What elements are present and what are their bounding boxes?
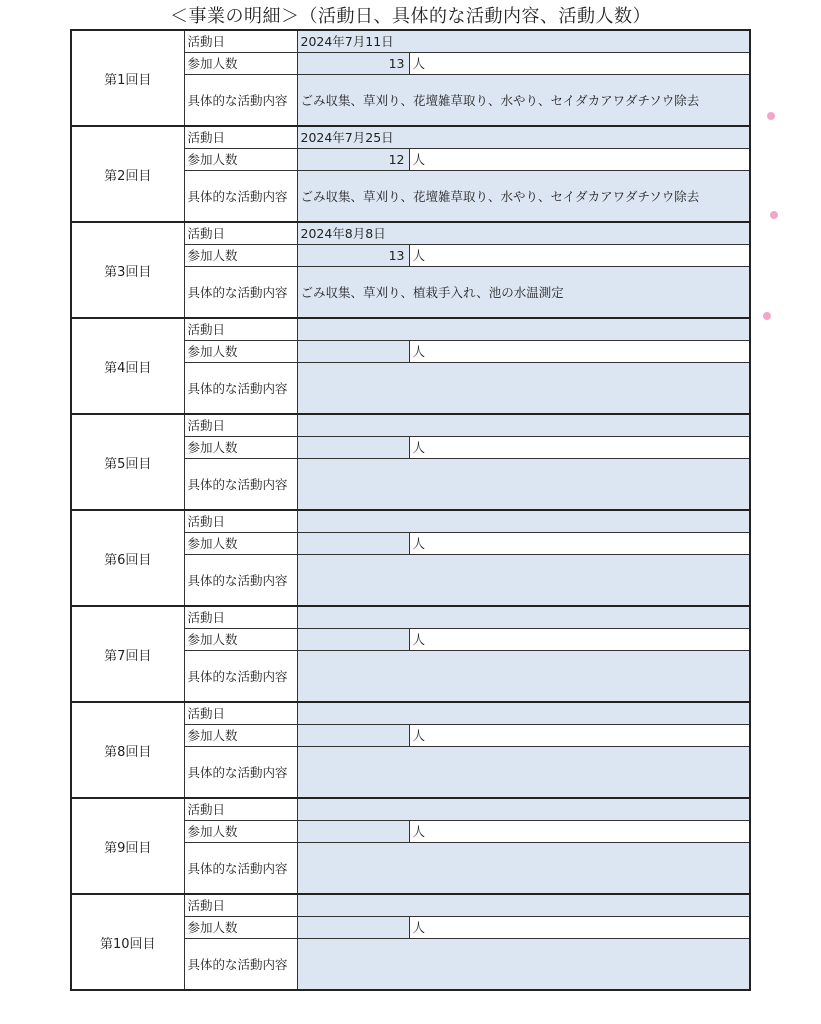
date-field[interactable] — [297, 606, 750, 628]
round-label: 第1回目 — [71, 30, 184, 126]
round-label: 第2回目 — [71, 126, 184, 222]
participants-unit: 人 — [409, 820, 750, 842]
date-label: 活動日 — [184, 222, 297, 244]
content-field[interactable] — [297, 938, 750, 990]
round-row-date — [71, 414, 750, 436]
date-label: 活動日 — [184, 126, 297, 148]
round-label: 第4回目 — [71, 318, 184, 414]
participants-unit: 人 — [409, 148, 750, 170]
participants-count-field[interactable] — [297, 436, 409, 458]
page-title: ＜事業の明細＞（活動日、具体的な活動内容、活動人数） — [170, 6, 651, 27]
participants-unit: 人 — [409, 244, 750, 266]
date-label: 活動日 — [184, 798, 297, 820]
date-field[interactable] — [297, 414, 750, 436]
decorative-dot — [770, 211, 778, 219]
participants-unit: 人 — [409, 628, 750, 650]
participants-label: 参加人数 — [184, 244, 297, 266]
content-field[interactable] — [297, 842, 750, 894]
round-label: 第8回目 — [71, 702, 184, 798]
content-label: 具体的な活動内容 — [184, 74, 297, 126]
content-label: 具体的な活動内容 — [184, 458, 297, 510]
round-label: 第9回目 — [71, 798, 184, 894]
participants-label: 参加人数 — [184, 532, 297, 554]
participants-count-field[interactable]: 12 — [297, 148, 409, 170]
round-row-date — [71, 606, 750, 628]
round-row-date — [71, 702, 750, 724]
participants-label: 参加人数 — [184, 52, 297, 74]
round-row-date — [71, 222, 750, 244]
activity-detail-table — [70, 29, 751, 991]
participants-unit: 人 — [409, 724, 750, 746]
content-label: 具体的な活動内容 — [184, 746, 297, 798]
date-field[interactable] — [297, 318, 750, 340]
participants-label: 参加人数 — [184, 724, 297, 746]
round-label: 第6回目 — [71, 510, 184, 606]
content-field[interactable]: ごみ収集、草刈り、花壇雑草取り、水やり、セイダカアワダチソウ除去 — [297, 74, 750, 126]
round-row-date — [71, 510, 750, 532]
date-label: 活動日 — [184, 702, 297, 724]
date-field[interactable] — [297, 798, 750, 820]
round-row-date — [71, 30, 750, 52]
content-field[interactable]: ごみ収集、草刈り、植栽手入れ、池の水温測定 — [297, 266, 750, 318]
date-field[interactable] — [297, 894, 750, 916]
participants-count-field[interactable] — [297, 820, 409, 842]
round-row-date — [71, 894, 750, 916]
content-label: 具体的な活動内容 — [184, 362, 297, 414]
participants-count-field[interactable] — [297, 916, 409, 938]
participants-label: 参加人数 — [184, 820, 297, 842]
date-label: 活動日 — [184, 510, 297, 532]
round-label: 第5回目 — [71, 414, 184, 510]
round-label: 第10回目 — [71, 894, 184, 990]
round-row-date — [71, 318, 750, 340]
participants-label: 参加人数 — [184, 916, 297, 938]
round-label: 第3回目 — [71, 222, 184, 318]
content-label: 具体的な活動内容 — [184, 650, 297, 702]
content-label: 具体的な活動内容 — [184, 266, 297, 318]
date-field[interactable]: 2024年7月25日 — [297, 126, 750, 148]
content-label: 具体的な活動内容 — [184, 170, 297, 222]
participants-count-field[interactable] — [297, 532, 409, 554]
date-label: 活動日 — [184, 30, 297, 52]
content-field[interactable] — [297, 650, 750, 702]
participants-unit: 人 — [409, 916, 750, 938]
decorative-dot — [763, 312, 771, 320]
date-label: 活動日 — [184, 894, 297, 916]
decorative-dot — [767, 112, 775, 120]
participants-unit: 人 — [409, 340, 750, 362]
date-field[interactable]: 2024年8月8日 — [297, 222, 750, 244]
participants-unit: 人 — [409, 436, 750, 458]
content-field[interactable]: ごみ収集、草刈り、花壇雑草取り、水やり、セイダカアワダチソウ除去 — [297, 170, 750, 222]
date-label: 活動日 — [184, 318, 297, 340]
round-row-date — [71, 798, 750, 820]
content-field[interactable] — [297, 458, 750, 510]
date-field[interactable] — [297, 510, 750, 532]
participants-label: 参加人数 — [184, 148, 297, 170]
content-field[interactable] — [297, 746, 750, 798]
content-field[interactable] — [297, 362, 750, 414]
content-label: 具体的な活動内容 — [184, 842, 297, 894]
content-label: 具体的な活動内容 — [184, 938, 297, 990]
participants-label: 参加人数 — [184, 340, 297, 362]
date-field[interactable]: 2024年7月11日 — [297, 30, 750, 52]
date-label: 活動日 — [184, 414, 297, 436]
participants-count-field[interactable] — [297, 724, 409, 746]
participants-unit: 人 — [409, 52, 750, 74]
date-field[interactable] — [297, 702, 750, 724]
participants-unit: 人 — [409, 532, 750, 554]
content-label: 具体的な活動内容 — [184, 554, 297, 606]
participants-label: 参加人数 — [184, 436, 297, 458]
round-label: 第7回目 — [71, 606, 184, 702]
participants-count-field[interactable]: 13 — [297, 52, 409, 74]
content-field[interactable] — [297, 554, 750, 606]
round-row-date — [71, 126, 750, 148]
participants-count-field[interactable]: 13 — [297, 244, 409, 266]
participants-label: 参加人数 — [184, 628, 297, 650]
participants-count-field[interactable] — [297, 628, 409, 650]
participants-count-field[interactable] — [297, 340, 409, 362]
date-label: 活動日 — [184, 606, 297, 628]
